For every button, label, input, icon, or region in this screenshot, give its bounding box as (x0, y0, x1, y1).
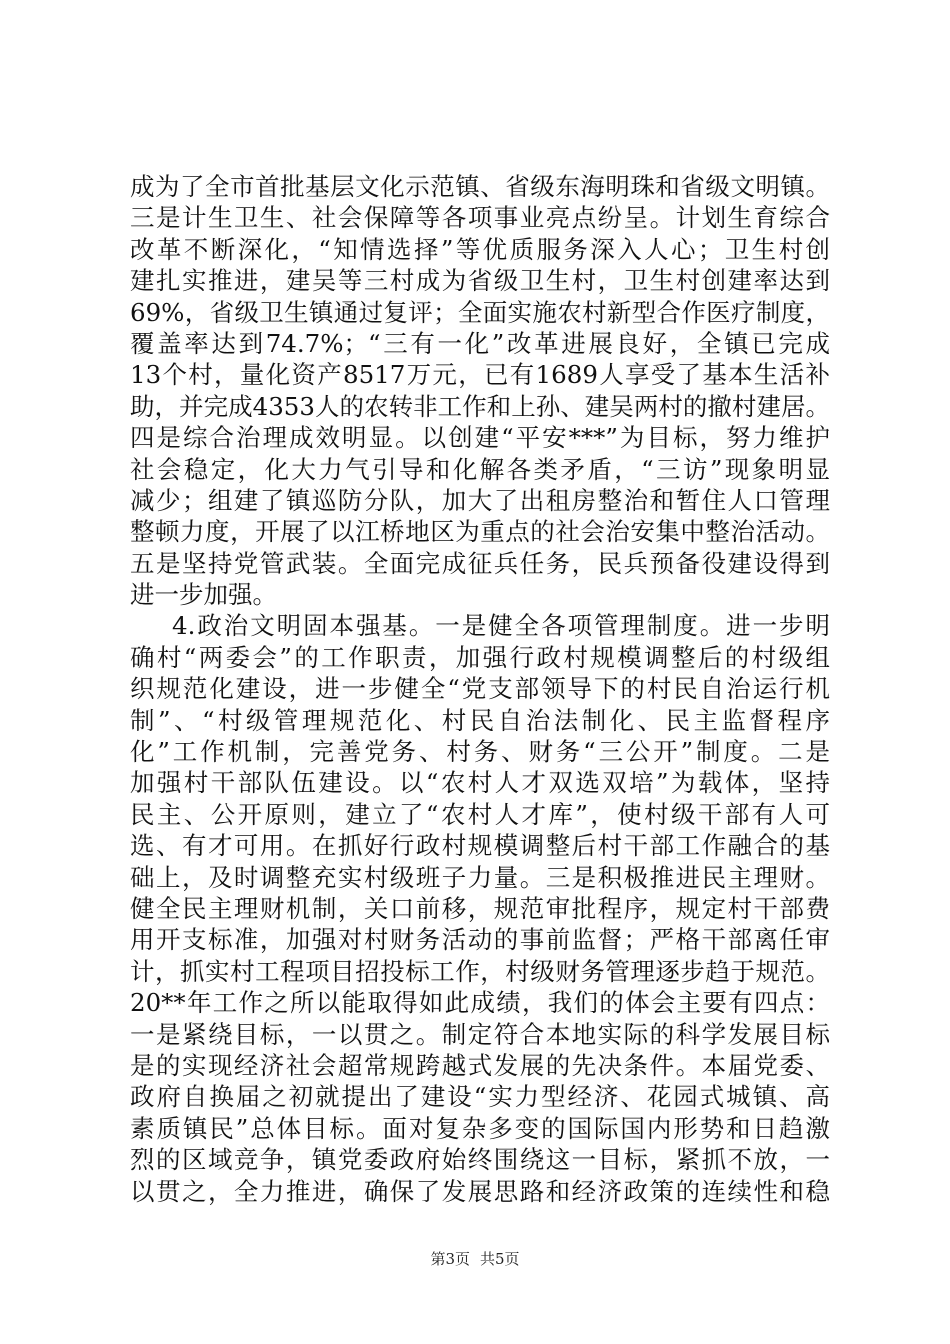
text-line: 以贯之，全力推进，确保了发展思路和经济政策的连续性和稳 (130, 1176, 830, 1206)
text-line: 减少；组建了镇巡防分队，加大了出租房整治和暂住人口管理 (130, 485, 830, 515)
text-line: 社会稳定，化大力气引导和化解各类矛盾，“三访”现象明显 (130, 454, 830, 484)
text-line: 三是计生卫生、社会保障等各项事业亮点纷呈。计划生育综合 (130, 203, 830, 233)
page-total: 共5页 (480, 1250, 520, 1268)
text-line: 整顿力度，开展了以江桥地区为重点的社会治安集中整治活动。 (130, 517, 830, 547)
text-line: 加强村干部队伍建设。以“农村人才双选双培”为载体，坚持 (130, 768, 830, 798)
text-line: 制”、“村级管理规范化、村民自治法制化、民主监督程序 (130, 705, 830, 735)
paragraph-1 (130, 171, 830, 610)
text-line: 是的实现经济社会超常规跨越式发展的先决条件。本届党委、 (130, 1050, 830, 1080)
text-line: 四是综合治理成效明显。以创建“平安***”为目标，努力维护 (130, 423, 830, 453)
text-line: 政府自换届之初就提出了建设“实力型经济、花园式城镇、高 (130, 1082, 830, 1112)
text-line: 用开支标准，加强对村财务活动的事前监督；严格干部离任审 (130, 925, 830, 955)
text-line: 计，抓实村工程项目招投标工作，村级财务管理逐步趋于规范。 (130, 956, 830, 986)
text-line: 20**年工作之所以能取得如此成绩，我们的体会主要有四点： (130, 988, 830, 1018)
paragraph-2 (130, 610, 830, 1206)
text-line: 五是坚持党管武装。全面完成征兵任务，民兵预备役建设得到 (130, 548, 830, 578)
text-line: 69%，省级卫生镇通过复评；全面实施农村新型合作医疗制度， (130, 297, 830, 327)
text-line: 4.政治文明固本强基。一是健全各项管理制度。进一步明 (172, 611, 830, 641)
text-line: 素质镇民”总体目标。面对复杂多变的国际国内形势和日趋激 (130, 1113, 830, 1143)
text-line: 织规范化建设，进一步健全“党支部领导下的村民自治运行机 (130, 674, 830, 704)
text-line: 覆盖率达到74.7%；“三有一化”改革进展良好，全镇已完成 (130, 328, 830, 358)
text-line: 选、有才可用。在抓好行政村规模调整后村干部工作融合的基 (130, 831, 830, 861)
page-footer (0, 1249, 950, 1269)
text-line: 成为了全市首批基层文化示范镇、省级东海明珠和省级文明镇。 (130, 172, 830, 201)
text-line: 改革不断深化，“知情选择”等优质服务深入人心；卫生村创 (130, 234, 830, 264)
text-line: 助，并完成4353人的农转非工作和上孙、建吴两村的撤村建居。 (130, 391, 830, 421)
text-line: 民主、公开原则，建立了“农村人才库”，使村级干部有人可 (130, 799, 830, 829)
text-line: 进一步加强。 (130, 580, 277, 610)
text-line: 健全民主理财机制，关口前移，规范审批程序，规定村干部费 (130, 893, 830, 923)
text-line: 烈的区域竞争，镇党委政府始终围绕这一目标，紧抓不放，一 (130, 1145, 830, 1175)
document-body (130, 171, 830, 1207)
page-number: 第3页 (430, 1250, 470, 1268)
text-line: 建扎实推进，建吴等三村成为省级卫生村，卫生村创建率达到 (130, 266, 830, 296)
text-line: 确村“两委会”的工作职责，加强行政村规模调整后的村级组 (130, 642, 830, 672)
text-line: 13个村，量化资产8517万元，已有1689人享受了基本生活补 (130, 360, 830, 390)
text-line: 化”工作机制，完善党务、村务、财务“三公开”制度。二是 (130, 737, 830, 767)
text-line: 一是紧绕目标，一以贯之。制定符合本地实际的科学发展目标 (130, 1019, 830, 1049)
text-line: 础上，及时调整充实村级班子力量。三是积极推进民主理财。 (130, 862, 830, 892)
